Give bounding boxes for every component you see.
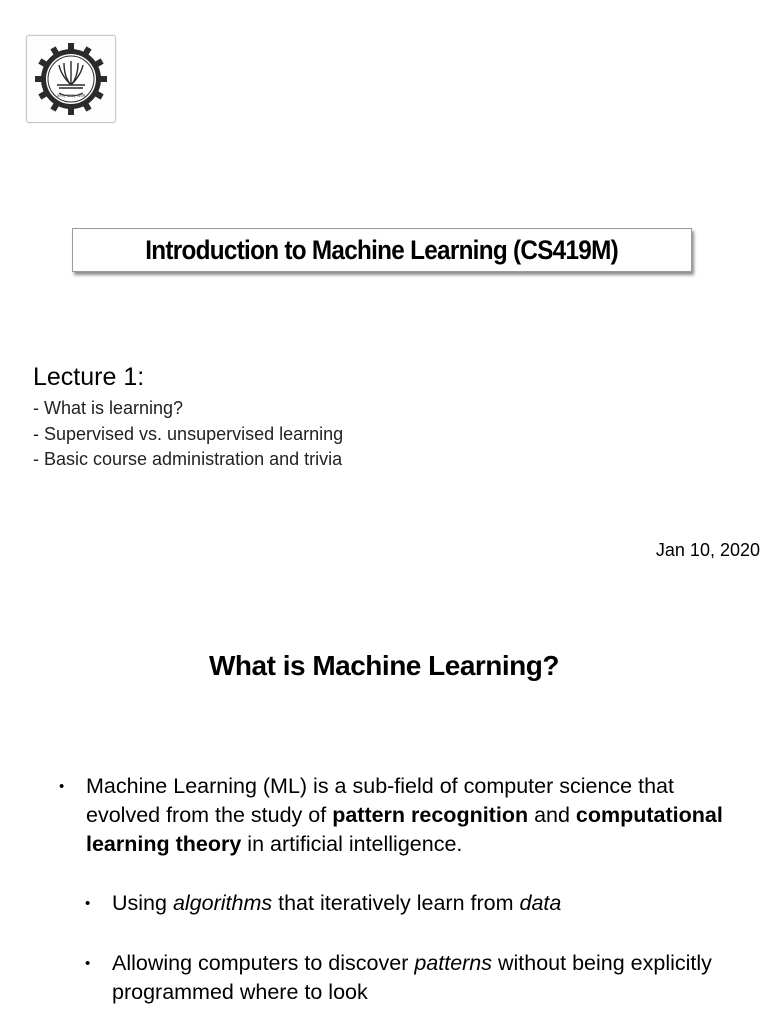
logo-motto: ज्ञानम् परमम् ध्येयम् <box>57 93 85 98</box>
bullet-text: in artificial intelligence. <box>241 832 463 856</box>
bullet-text: Machine Learning (ML) is a sub-field of computer science that evolved from the study of <box>86 774 674 827</box>
iit-bombay-logo-icon <box>33 41 109 117</box>
bullet-text-italic: patterns <box>414 951 493 975</box>
bullet-dot: • <box>59 778 65 795</box>
lecture-topic: - Basic course administration and trivia <box>33 449 343 469</box>
slide-title: What is Machine Learning? <box>209 650 559 681</box>
bullet-text-italic: algorithms <box>172 891 273 915</box>
bullet-dot: • <box>85 895 91 912</box>
bullet-text: and <box>528 803 576 827</box>
lecture-date: Jan 10, 2020 <box>655 540 760 560</box>
lecture-topic: - Supervised vs. unsupervised learning <box>33 423 344 444</box>
sub-bullet-item <box>112 949 732 1007</box>
lecture-topics-list <box>33 396 343 473</box>
lecture-topic: - What is learning? <box>33 398 184 418</box>
bullet-text-bold: pattern recognition <box>332 803 529 827</box>
bullet-text: without being explicitly programmed where to look <box>112 951 712 1004</box>
institute-logo <box>26 35 116 123</box>
bullet-item <box>86 772 726 859</box>
bullet-text-italic: data <box>519 891 562 915</box>
bullet-text: that iteratively learn from <box>272 891 520 915</box>
bullet-text: Using <box>112 891 173 915</box>
bullet-text: Allowing computers to discover <box>112 951 415 975</box>
bullet-text-bold: computational learning theory <box>86 803 723 856</box>
title-box <box>72 228 692 272</box>
bullet-dot: • <box>85 955 91 972</box>
lecture-heading: Lecture 1: <box>33 363 145 391</box>
slide-2 <box>0 600 768 1024</box>
sub-bullet-item <box>112 889 732 918</box>
presentation-title: Introduction to Machine Learning (CS419M) <box>145 234 619 265</box>
